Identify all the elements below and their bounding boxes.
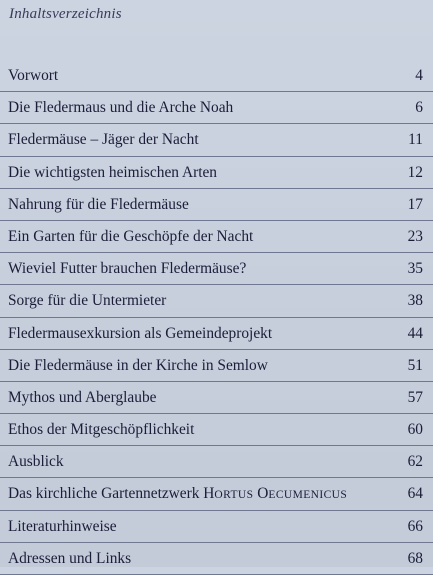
toc-entry[interactable] <box>0 285 433 317</box>
toc-entry-title: Nahrung für die Fledermäuse <box>8 195 189 213</box>
toc-entry-page: 11 <box>408 131 423 149</box>
toc-entry-page: 68 <box>407 549 423 567</box>
toc-heading: Inhaltsverzeichnis <box>9 6 122 22</box>
toc-entry[interactable] <box>0 92 433 124</box>
toc-entry-title: Die Fledermäuse in der Kirche in Semlow <box>8 356 268 374</box>
toc-entry-page: 12 <box>407 163 423 181</box>
toc-list <box>0 60 433 575</box>
smallcaps-word: OECUMENICUS <box>257 485 348 503</box>
toc-entry-page: 6 <box>415 99 423 117</box>
toc-entry-title: Ein Garten für die Geschöpfe der Nacht <box>8 227 254 245</box>
toc-entry-page: 62 <box>407 453 423 471</box>
toc-entry[interactable] <box>0 221 433 253</box>
toc-entry-page: 23 <box>407 227 423 245</box>
toc-entry-title: Wieviel Futter brauchen Fledermäuse? <box>8 260 247 278</box>
toc-entry-title: Adressen und Links <box>8 549 132 567</box>
toc-entry-title: Die Fledermaus und die Arche Noah <box>8 99 234 117</box>
toc-entry-page: 57 <box>407 388 423 406</box>
toc-entry-title: Ausblick <box>8 453 64 471</box>
toc-entry-title: Vorwort <box>8 67 59 84</box>
toc-entry-page: 17 <box>407 195 423 213</box>
toc-entry[interactable] <box>0 350 433 382</box>
toc-entry-title-text: Das kirchliche Gartennetzwerk <box>8 485 200 503</box>
toc-entry[interactable] <box>0 382 433 414</box>
toc-entry[interactable] <box>0 157 433 189</box>
toc-entry-page: 35 <box>407 260 423 278</box>
toc-entry-title: Fledermausexkursion als Gemeindeprojekt <box>8 324 273 342</box>
toc-entry[interactable] <box>0 189 433 221</box>
toc-entry-title: Die wichtigsten heimischen Arten <box>8 163 218 181</box>
toc-entry-title: Sorge für die Untermieter <box>8 292 167 310</box>
toc-entry[interactable] <box>0 414 433 446</box>
toc-entry-title: Literaturhinweise <box>8 517 117 535</box>
toc-entry-title: Fledermäuse – Jäger der Nacht <box>8 131 199 149</box>
toc-entry[interactable] <box>0 478 433 510</box>
toc-entry-page: 38 <box>407 292 423 310</box>
toc-entry-page: 64 <box>407 485 423 503</box>
toc-entry-title <box>8 485 347 503</box>
toc-entry[interactable] <box>0 318 433 350</box>
toc-entry[interactable] <box>0 60 433 92</box>
toc-entry[interactable] <box>0 253 433 285</box>
toc-entry[interactable] <box>0 124 433 156</box>
toc-entry-page: 66 <box>407 517 423 535</box>
toc-entry-title: Mythos und Aberglaube <box>8 388 157 406</box>
toc-entry-page: 4 <box>415 67 423 84</box>
toc-entry-page: 60 <box>407 421 423 439</box>
toc-entry[interactable] <box>0 446 433 478</box>
toc-entry[interactable] <box>0 543 433 575</box>
toc-entry-title-smallcaps <box>203 485 347 502</box>
smallcaps-word: HORTUS <box>203 485 254 503</box>
toc-entry[interactable] <box>0 511 433 543</box>
toc-entry-page: 51 <box>407 356 423 374</box>
toc-entry-page: 44 <box>407 324 423 342</box>
toc-entry-title: Ethos der Mitgeschöpflichkeit <box>8 421 195 439</box>
